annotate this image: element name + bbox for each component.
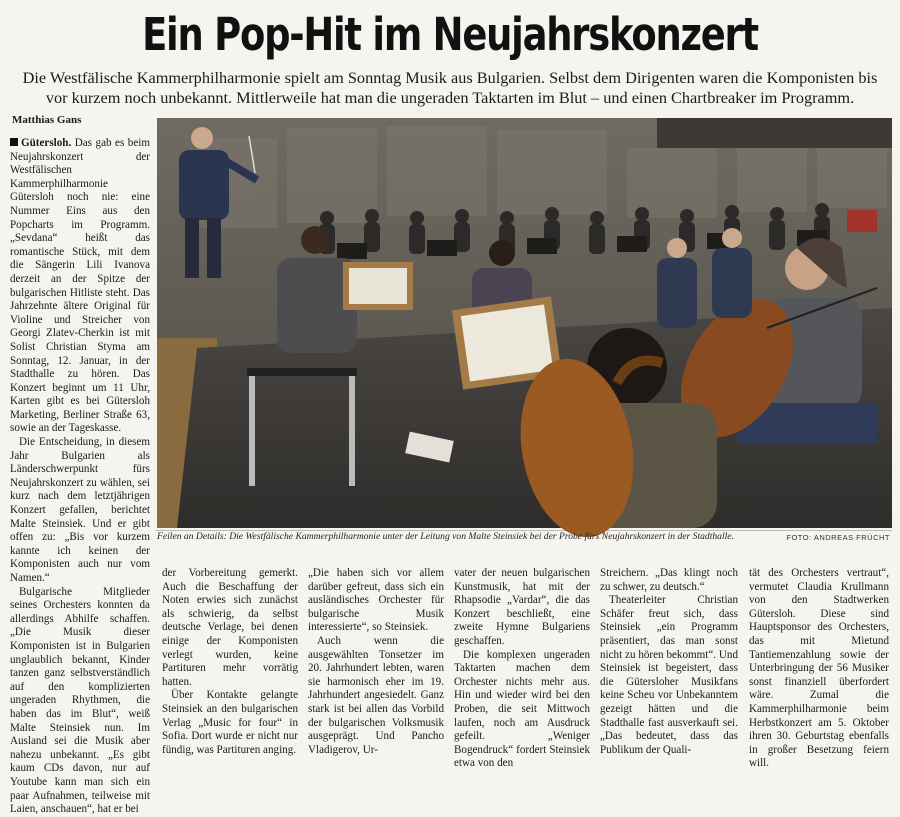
photo-caption: Feilen an Details: Die Westfälische Kammerphilharmonie unter der Leitung von Malte Steinsiek bei der Probe fürs Neujahrskonzert in der Stadthalle. <box>157 531 734 542</box>
byline: Matthias Gans <box>12 114 82 126</box>
article-column-1 <box>10 137 150 816</box>
paragraph: Die Entscheidung, in diesem Jahr Bulgarien als Länderschwerpunkt fürs Neujahrskonzert zu wählen, sei kurz nach dem letztjährigen Konzert gefallen, berichtet Malte Steinsiek. Und er gibt offen zu: „Bis vor kurzem kannte ich keinen der Komponisten auch nur vom Namen.“ <box>10 436 150 584</box>
paragraph: Über Kontakte gelangte Steinsiek an den bulgarischen Verlag „Music for four“ in Sofia. Dort wurde er nicht nur fündig, was Partituren anging. <box>162 689 298 756</box>
paragraph: Die komplexen ungeraden Taktarten machen dem Orchester nichts mehr aus. Hin und wieder wird bei den Proben, die seit Mittwoch laufen, noch am Ausdruck gefeilt. „Weniger Bogendruck“ fordert Steinsiek etwa von den <box>454 648 590 770</box>
paragraph: „Die haben sich vor allem darüber gefreut, dass sich ein ausländisches Orchester für bulgarische Musik interessierte“, so Steinsiek. <box>308 567 444 634</box>
dateline: Gütersloh. <box>21 137 72 149</box>
article-column-4 <box>454 567 590 770</box>
subheadline: Die Westfälische Kammerphilharmonie spielt am Sonntag Musik aus Bulgarien. Selbst dem Dirigenten waren die Komponisten bis vor kurzem noch unbekannt. Mittlerweile hat man die ungeraden Taktarten im Blut – und einen Chartbreaker im Programm. <box>22 68 878 107</box>
photo-credit: FOTO: ANDREAS FRÜCHT <box>786 533 890 542</box>
paragraph: Theaterleiter Christian Schäfer freut sich, dass Steinsiek „ein Programm präsentiert, das man sonst nicht zu hören bekommt“. Und Steinsiek ist begeistert, dass die Gütersloher Musikfans keine Scheu vor Unbekanntem gezeigt hätten und die Stadthalle fast ausverkauft sei. „Das bedeutet, dass das Publikum der Quali- <box>600 594 738 756</box>
paragraph: Bulgarische Mitglieder seines Orchesters konnten da allerdings Abhilfe schaffen. „Die Musik dieser Komponisten ist in Bulgarien unglaublich bekannt, Kinder tanzen ganz selbstverständlich auf den komplizierten ungeraden Rhythmen, die haben das im Blut“, weiß Malte Steinsiek nun. Im Ausland sei die Musik aber nahezu unbekannt. „Es gibt kaum CDs davon, nur auf Youtube kann man sich ein paar Aufnahmen, teilweise mit Laien, anschauen“, hat er bei <box>10 585 150 816</box>
article-column-5 <box>600 567 738 756</box>
orchestra-photo <box>157 118 892 528</box>
article-column-2 <box>162 567 298 756</box>
orchestra-rehearsal-image <box>157 118 892 528</box>
lead-paragraph <box>10 137 150 436</box>
paragraph: Streichern. „Das klingt noch zu schwer, zu deutsch.“ <box>600 567 738 593</box>
paragraph: tät des Orchesters vertraut“, vermutet Claudia Krullmann von den Stadtwerken Gütersloh. Diese sind Hauptsponsor des Orchesters, das mit Mietund Tantiemenzahlung sowie der Unterbringung der 56 Musiker sonst finanziell überfordert wäre. Zumal die Kammerphilharmonie beim Herbstkonzert am 5. Oktober ihren 30. Geburtstag ebenfalls in großer Besetzung feiern will. <box>749 567 889 770</box>
paragraph: vater der neuen bulgarischen Kunstmusik, hat mit der Rhapsodie „Vardar“, die das Konzert beschließt, eine zweite Hymne Bulgariens geschaffen. <box>454 567 590 647</box>
bullet-square-icon <box>10 138 18 146</box>
paragraph: Auch wenn die ausgewählten Tonsetzer im 20. Jahrhundert lebten, waren sie harmonisch eher im 19. Jahrhundert angesiedelt. Ganz stark ist bei allen das Vorbild der bulgarischen Volksmusik ausgeprägt. Und Pancho Vladigerov, Ur- <box>308 634 444 756</box>
paragraph-text: Das gab es beim Neujahrskonzert der Westfälischen Kammerphilharmonie Gütersloh noch nie: eine Nummer Eins aus den Popcharts im Programm. „Sevdana“ heißt das romantische Stück, mit dem die Sängerin Lili Ivanova derzeit an der Spitze der bulgarischen Hitliste steht. Das Jahrzehnte ältere Original für Violine und Streicher von Georgi Zlatev-Cherkin ist mit Solist Christian Styma am Sonntag, 12. Januar, in der Stadthalle zu hören. Das Konzert beginnt um 11 Uhr, Karten gibt es bei Gütersloh Marketing, Berliner Straße 63, sowie an der Tageskasse. <box>10 137 150 435</box>
paragraph: der Vorbereitung gemerkt. Auch die Beschaffung der Noten erwies sich zunächst als schwierig, da selbst deutsche Verlage, bei denen einige der Komponisten verlegt wurden, keine Partituren mehr vorrätig hatten. <box>162 567 298 688</box>
headline: Ein Pop-Hit im Neujahrskonzert <box>142 8 758 61</box>
article-column-6 <box>749 567 889 770</box>
article-column-3 <box>308 567 444 756</box>
